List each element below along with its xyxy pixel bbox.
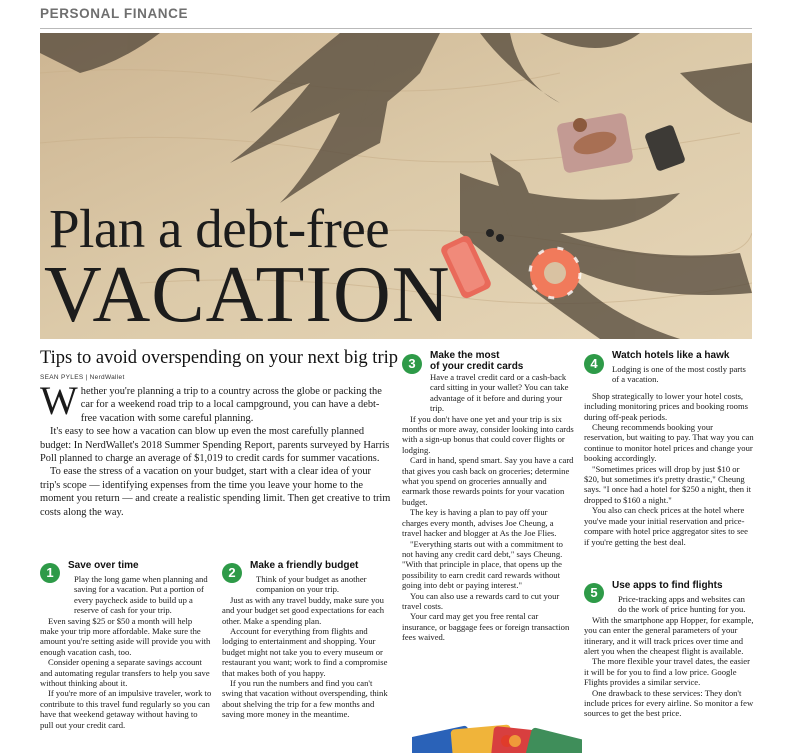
tip-number-badge: 1 (40, 563, 60, 583)
tip-number-badge: 4 (584, 354, 604, 374)
tip-paragraph: Cheung recommends booking your reservation, but waiting to pay. That way you can continue to monitor hotel prices and change your booking accordingly. (584, 422, 754, 464)
tip-paragraph: With the smartphone app Hopper, for example, you can enter the general parameters of your itinerary, and it will track prices over time and alert you when the cheapest flight is available. (584, 614, 754, 657)
tip-paragraph: You can also use a rewards card to cut your travel costs. (402, 590, 560, 611)
tip-paragraph: "Sometimes prices will drop by just $10 or $20, but sometimes it's pretty drastic," Cheung says. "I once had a hotel for $250 a night, then it dropped to $160 a night." (584, 463, 751, 505)
tip-paragraph: The more flexible your travel dates, the easier it will be for you to find a low price. Google Flights provides a similar service. (584, 656, 750, 688)
tip-paragraph: "Everything starts out with a commitment to not having any credit card debt," says Cheung. "With that principle in place, that opens up the possibility to earn credit card rewards without going into debt or paying interest." (402, 538, 563, 591)
tip-paragraph: Think of your budget as another companion on your trip. (256, 574, 367, 595)
tip-paragraph: Just as with any travel buddy, make sure you and your budget set good expectations for each other. Make a spending plan. (222, 594, 385, 626)
tip-paragraph: You also can check prices at the hotel where you've made your initial reservation and price-compare with hotel price aggregator sites to see if you're getting the best deal. (584, 505, 748, 547)
hero-image (40, 33, 752, 339)
intro-text (40, 378, 392, 519)
tip-paragraph: Lodging is one of the most costly parts of a vacation. (612, 364, 746, 385)
drop-cap: W (40, 378, 78, 423)
top-rule (40, 28, 752, 29)
tip-title: Make a friendly budget (250, 560, 359, 571)
tip-paragraph: Account for everything from flights and lodging to entertainment and shopping. Your budget might not take you to every museum or restaurant you want; work to find a compromise that makes both of you happy. (222, 626, 388, 678)
tip-paragraph: Consider opening a separate savings account and automating regular transfers to help you save without thinking about it. (40, 657, 210, 689)
intro-paragraph: It's easy to see how a vacation can blow up even the most carefully planned budget: In NerdWallet's 2018 Summer Spending Report, parents surveyed by Harris Poll planned to charge an average of $1,019 to credit cards for summer vacations. (40, 426, 390, 465)
tip-title: Use apps to find flights (612, 580, 723, 591)
tip-1 (40, 560, 212, 730)
section-label: PERSONAL FINANCE (40, 6, 189, 21)
tip-paragraph: Card in hand, spend smart. Say you have a card that gives you cash back on groceries; determine what you spend on groceries annually and earmark those rewards points for your vacation budget. (402, 455, 574, 507)
tip-paragraph: Price-tracking apps and websites can do the work of price hunting for you. (618, 594, 746, 615)
tip-number-badge: 3 (402, 354, 422, 374)
tip-paragraph: One drawback to these services: They don't include prices for every airline. So monitor a few sources to get the best price. (584, 687, 754, 719)
headline-line-1: Plan a debt-free (49, 198, 390, 259)
tip-number-badge: 2 (222, 563, 242, 583)
tip-paragraph: Have a travel credit card or a cash-back card sitting in your wallet? You can take advantage of it before and during your trip. (430, 372, 569, 414)
headline-line-2: VACATION (44, 251, 451, 339)
tip-paragraph: The key is having a plan to pay off your charges every month, advises Joe Cheung, a travel hacker and blogger at As the Joe Flies. (402, 507, 557, 539)
tip-paragraph: If you run the numbers and find you can't swing that vacation without overspending, think about shelving the trip for a few months and saving more money in the meantime. (222, 678, 388, 720)
tip-5 (584, 580, 754, 719)
tip-paragraph: Your card may get you free rental car insurance, or baggage fees or foreign transaction fees waived. (402, 611, 570, 643)
tip-title: Save over time (68, 560, 139, 571)
intro-paragraph: Whether you're planning a trip to a country across the globe or packing the car for a weekend road trip to a local campground, you can have a debt-free vacation with some careful planning. (40, 378, 382, 424)
tip-4 (584, 350, 754, 547)
credit-cards-illustration (412, 723, 582, 753)
tip-paragraph: Even saving $25 or $50 a month will help make your trip more affordable. Make sure the amount you're setting aside will provide you with enough vacation cash, too. (40, 615, 211, 657)
tip-title: Make the most (430, 350, 500, 361)
tip-title: Watch hotels like a hawk (612, 350, 730, 361)
tip-paragraph: If you don't have one yet and your trip is six months or more away, consider looking into cards with a sign-up bonus that could cover flights or lodging. (402, 413, 574, 455)
tip-number-badge: 5 (584, 583, 604, 603)
tip-3 (402, 350, 574, 643)
subhead: Tips to avoid overspending on your next big trip (40, 348, 398, 368)
tip-paragraph: Shop strategically to lower your hotel costs, including monitoring prices and booking rooms during off-peak periods. (584, 390, 748, 422)
tip-2 (222, 560, 394, 720)
tip-title: of your credit cards (430, 361, 524, 372)
tip-paragraph: Play the long game when planning and saving for a vacation. Put a portion of every paycheck aside to build up a reserve of cash for your trip. (74, 574, 208, 616)
tip-paragraph: If you're more of an impulsive traveler, work to contribute to this travel fund regularly so you can have that weekend getaway without having to pull out your credit card. (40, 688, 212, 730)
byline: SEAN PYLES | NerdWallet (40, 374, 125, 381)
intro-paragraph: To ease the stress of a vacation on your budget, start with a clear idea of your trip's scope — identifying expenses from the time you leave your home to the moment you return — and create a realistic spending limit. Then get creative to trim costs along the way. (40, 466, 391, 518)
